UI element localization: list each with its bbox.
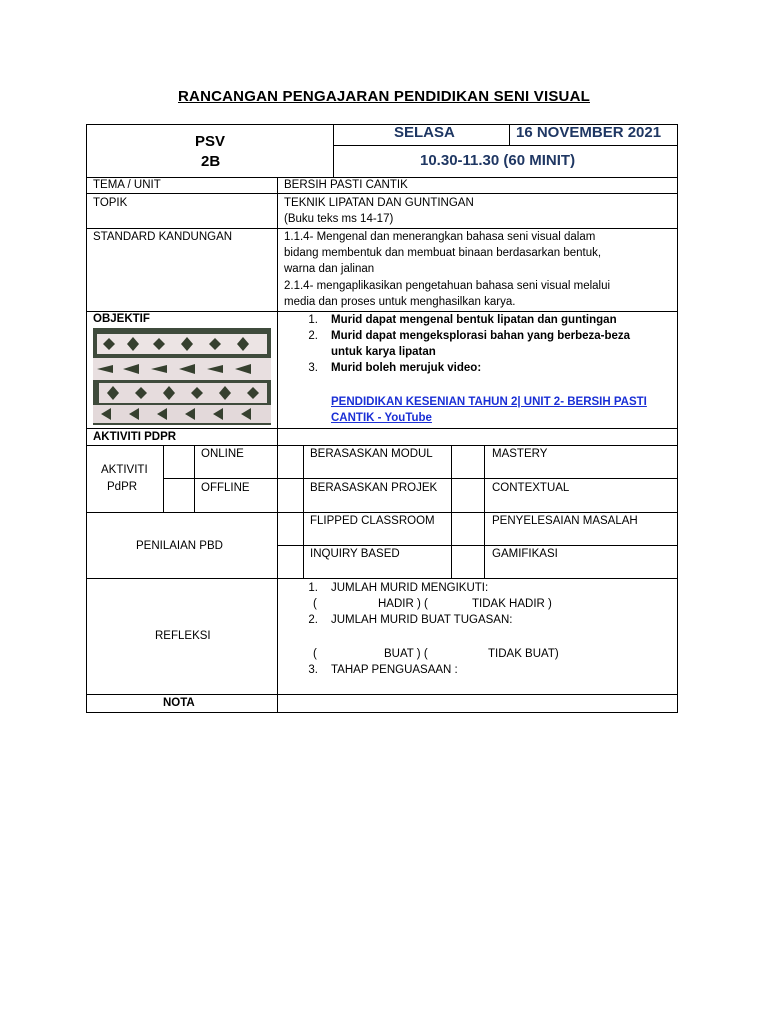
standard-line-4: 2.1.4- mengaplikasikan pengetahuan bahasa seni visual melalui [284, 280, 611, 292]
refleksi-number-2: 2. [308, 614, 318, 626]
refleksi-number-1: 1. [308, 582, 318, 594]
hadir-open-paren: ( [313, 598, 317, 610]
offline-option: OFFLINE [201, 482, 250, 494]
objektif-label: OBJEKTIF [93, 313, 150, 325]
day-label: SELASA [394, 124, 455, 141]
tidak-buat-field: TIDAK BUAT) [488, 648, 559, 660]
aktiviti-label-2: PdPR [107, 481, 138, 493]
mastery-option: MASTERY [492, 448, 548, 460]
objektif-item-1: Murid dapat mengenal bentuk lipatan dan guntingan [331, 314, 617, 326]
penilaian-label: PENILAIAN PBD [136, 540, 223, 552]
projek-option: BERASASKAN PROJEK [310, 482, 438, 494]
objektif-number-1: 1. [308, 314, 318, 326]
date-label: 16 NOVEMBER 2021 [516, 124, 662, 141]
subject-label: PSV [195, 133, 226, 150]
objektif-item-3: Murid boleh merujuk video: [331, 362, 482, 374]
tidak-hadir-field: TIDAK HADIR ) [472, 598, 552, 610]
contextual-option: CONTEXTUAL [492, 482, 570, 494]
document-title: RANCANGAN PENGAJARAN PENDIDIKAN SENI VISUAL [178, 88, 590, 105]
buat-field: BUAT ) ( [384, 648, 428, 660]
refleksi-number-3: 3. [308, 664, 318, 676]
refleksi-label: REFLEKSI [155, 630, 211, 642]
topik-label: TOPIK [93, 197, 128, 209]
inquiry-option: INQUIRY BASED [310, 548, 400, 560]
aktiviti-label-1: AKTIVITI [101, 464, 148, 476]
hadir-field: HADIR ) ( [378, 598, 428, 610]
modul-option: BERASASKAN MODUL [310, 448, 433, 460]
penyelesaian-option: PENYELESAIAN MASALAH [492, 515, 638, 527]
aktiviti-pdpr-label: AKTIVITI PDPR [93, 431, 177, 443]
standard-line-1: 1.1.4- Mengenal dan menerangkan bahasa seni visual dalam [284, 231, 596, 243]
objektif-number-3: 3. [308, 362, 318, 374]
refleksi-item-2: JUMLAH MURID BUAT TUGASAN: [331, 614, 513, 626]
standard-line-2: bidang membentuk dan membuat binaan berdasarkan bentuk, [284, 247, 602, 259]
nota-label: NOTA [163, 697, 195, 709]
class-label: 2B [201, 153, 221, 170]
paper-cutting-image [93, 328, 271, 425]
time-label: 10.30-11.30 (60 MINIT) [420, 152, 576, 169]
refleksi-item-3: TAHAP PENGUASAAN : [331, 664, 458, 676]
buat-open-paren: ( [313, 648, 317, 660]
gamifikasi-option: GAMIFIKASI [492, 548, 558, 560]
standard-label: STANDARD KANDUNGAN [93, 231, 233, 243]
topik-line-2: (Buku teks ms 14-17) [284, 213, 394, 225]
objektif-item-2: Murid dapat mengeksplorasi bahan yang berbeza-beza [331, 330, 631, 342]
objektif-item-2-cont: untuk karya lipatan [331, 346, 436, 358]
standard-line-5: media dan proses untuk menghasilkan karya. [284, 296, 516, 308]
standard-line-3: warna dan jalinan [284, 263, 375, 275]
tema-label: TEMA / UNIT [93, 179, 161, 191]
video-link[interactable]: PENDIDIKAN KESENIAN TAHUN 2| UNIT 2- BERSIH PASTI [331, 396, 647, 408]
refleksi-item-1: JUMLAH MURID MENGIKUTI: [331, 582, 489, 594]
video-link-cont[interactable]: CANTIK - YouTube [331, 412, 432, 424]
online-option: ONLINE [201, 448, 244, 460]
flipped-option: FLIPPED CLASSROOM [310, 515, 435, 527]
topik-line-1: TEKNIK LIPATAN DAN GUNTINGAN [284, 197, 474, 209]
objektif-number-2: 2. [308, 330, 318, 342]
tema-value: BERSIH PASTI CANTIK [284, 179, 408, 191]
